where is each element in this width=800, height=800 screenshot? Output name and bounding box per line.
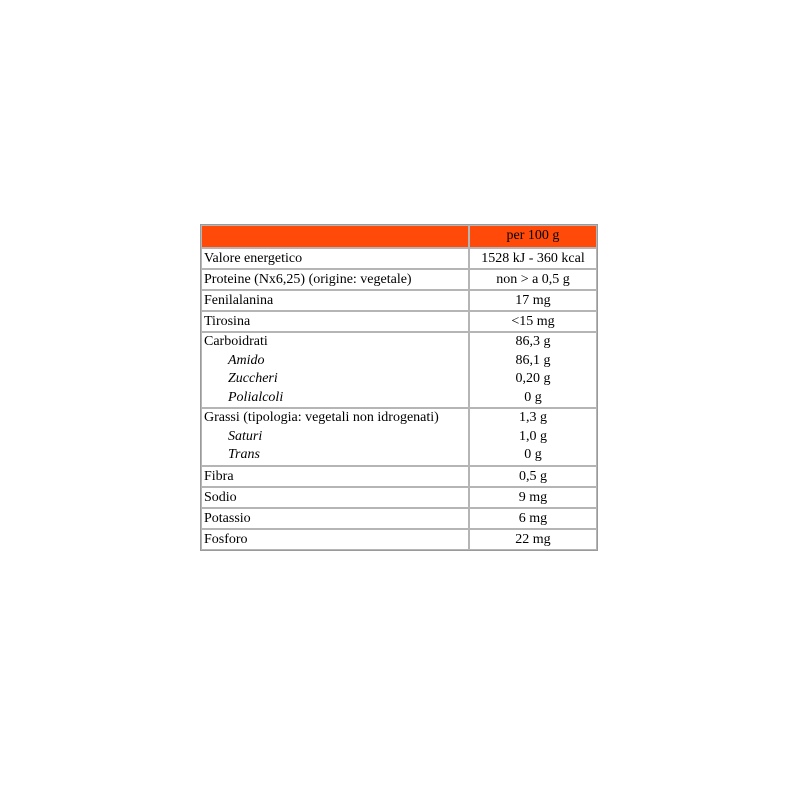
row-value: 9 mg <box>469 487 597 508</box>
polialcoli-label: Polialcoli <box>228 389 284 405</box>
carboidrati-label-cell <box>201 332 469 408</box>
amido-label: Amido <box>228 352 265 368</box>
polialcoli-value: 0 g <box>524 389 542 405</box>
saturi-value: 1,0 g <box>519 428 547 444</box>
grassi-label: Grassi (tipologia: vegetali non idrogenati) <box>204 410 439 425</box>
grassi-value-cell <box>469 408 597 466</box>
header-label-cell <box>201 225 469 248</box>
table-header-row <box>201 225 597 248</box>
zuccheri-value: 0,20 g <box>515 371 551 386</box>
header-value-cell: per 100 g <box>469 225 597 248</box>
zuccheri-label: Zuccheri <box>228 371 278 386</box>
table-row <box>201 290 597 311</box>
table-row <box>201 311 597 332</box>
table-row <box>201 466 597 487</box>
row-label: Tirosina <box>201 311 469 332</box>
row-value: 22 mg <box>469 529 597 550</box>
row-value: <15 mg <box>469 311 597 332</box>
row-label: Proteine (Nx6,25) (origine: vegetale) <box>201 269 469 290</box>
grassi-label-cell <box>201 408 469 466</box>
table-row <box>201 508 597 529</box>
carboidrati-row <box>201 332 597 408</box>
row-label: Fenilalanina <box>201 290 469 311</box>
row-value: 6 mg <box>469 508 597 529</box>
trans-value: 0 g <box>524 447 542 462</box>
table-row <box>201 487 597 508</box>
row-label: Potassio <box>201 508 469 529</box>
row-value: 17 mg <box>469 290 597 311</box>
carboidrati-value: 86,3 g <box>515 334 551 349</box>
row-label: Sodio <box>201 487 469 508</box>
row-label: Fibra <box>201 466 469 487</box>
trans-label: Trans <box>228 447 260 462</box>
row-label: Valore energetico <box>201 248 469 269</box>
saturi-label: Saturi <box>228 428 263 444</box>
row-value: 1528 kJ - 360 kcal <box>469 248 597 269</box>
row-value: 0,5 g <box>469 466 597 487</box>
grassi-value: 1,3 g <box>519 410 547 425</box>
table-row <box>201 269 597 290</box>
table-row <box>201 529 597 550</box>
row-label: Fosforo <box>201 529 469 550</box>
amido-value: 86,1 g <box>515 352 551 368</box>
grassi-row <box>201 408 597 466</box>
carboidrati-value-cell <box>469 332 597 408</box>
carboidrati-label: Carboidrati <box>204 334 268 349</box>
table-row <box>201 248 597 269</box>
nutrition-facts-table <box>200 224 598 551</box>
row-value: non > a 0,5 g <box>469 269 597 290</box>
